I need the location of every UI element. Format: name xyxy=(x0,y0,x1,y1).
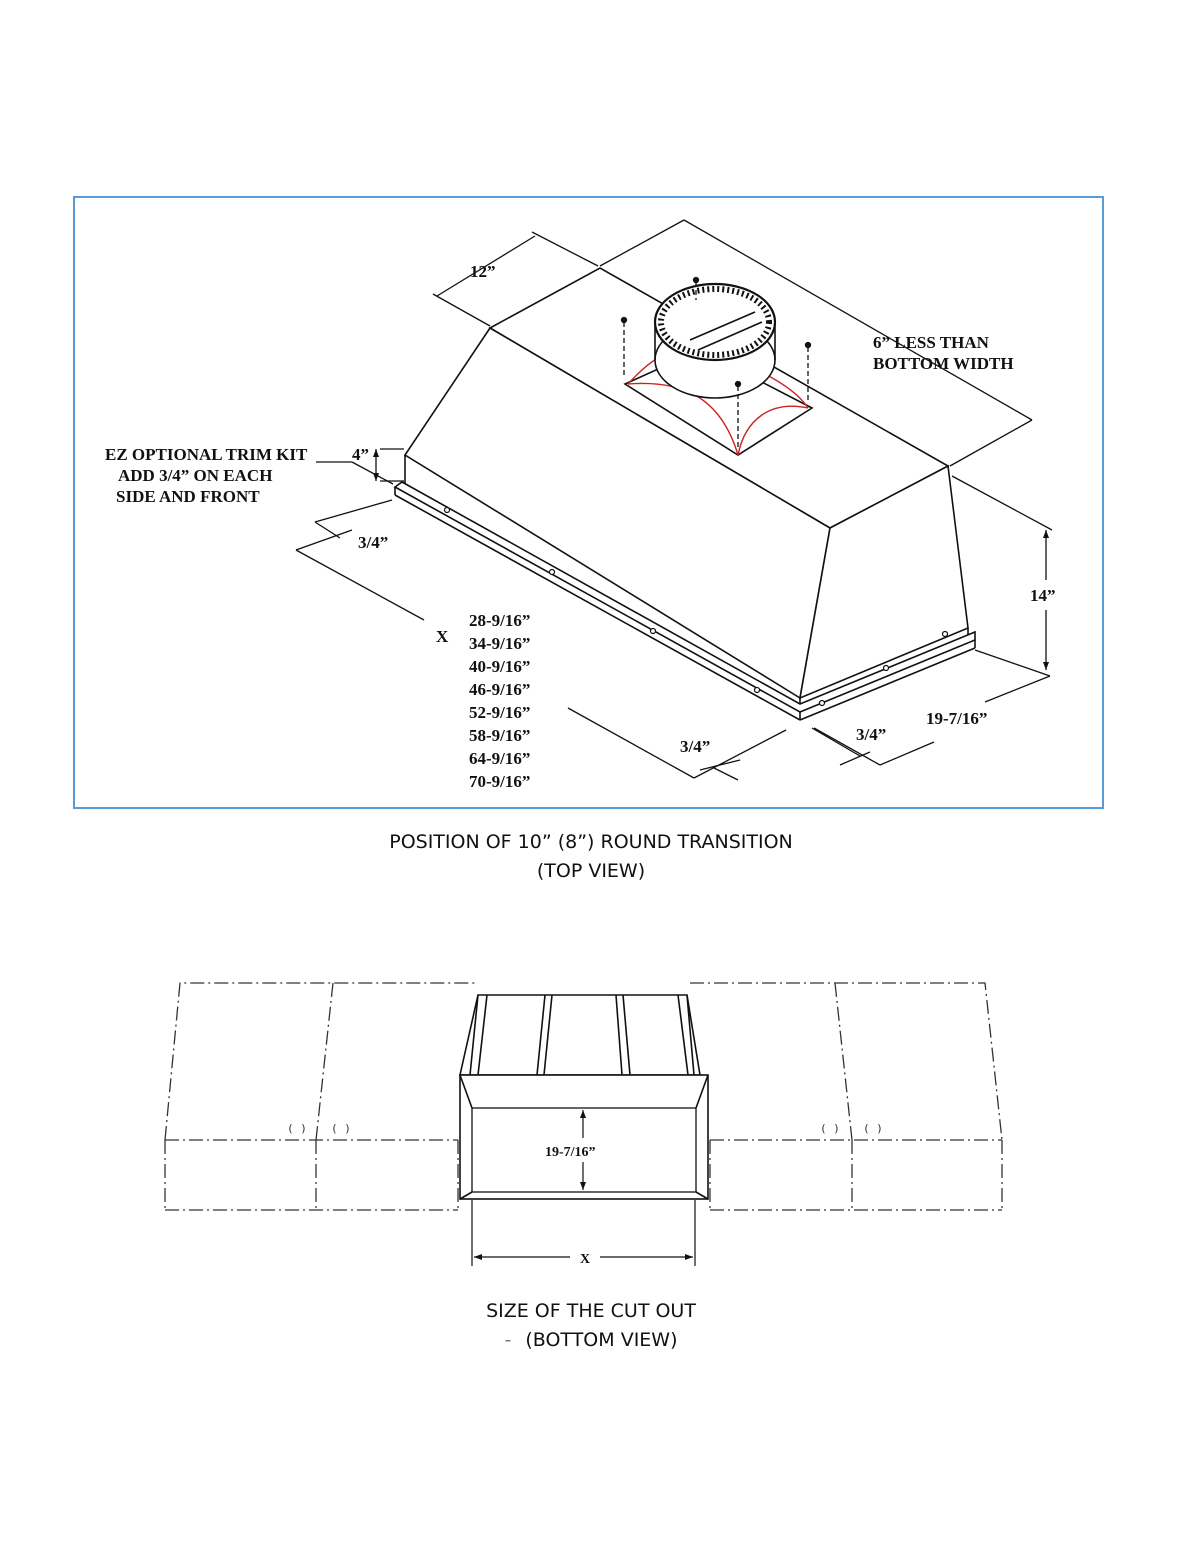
width-item: 28-9/16” xyxy=(469,611,531,630)
label-trim-3: SIDE AND FRONT xyxy=(116,487,260,506)
width-item: 64-9/16” xyxy=(469,749,531,768)
caption-bottom-view-text: (BOTTOM VIEW) xyxy=(525,1329,678,1351)
label-front-height: 4” xyxy=(352,445,369,464)
svg-text:( ): ( ) xyxy=(820,1122,840,1135)
width-item: 70-9/16” xyxy=(469,772,531,791)
label-depth-top: 12” xyxy=(470,262,496,281)
svg-text:( ): ( ) xyxy=(287,1122,307,1135)
label-cutout-depth: 19-7/16” xyxy=(545,1145,596,1160)
caption-bottom-view-prefix: - xyxy=(504,1329,512,1351)
width-item: 46-9/16” xyxy=(469,680,531,699)
width-list xyxy=(469,611,530,791)
label-trim-front: 3/4” xyxy=(680,737,711,756)
label-depth: 19-7/16” xyxy=(926,709,988,728)
caption-top-view-line2: (TOP VIEW) xyxy=(536,860,646,882)
width-item: 40-9/16” xyxy=(469,657,531,676)
caption-top-view-line1: POSITION OF 10” (8”) ROUND TRANSITION xyxy=(389,831,793,853)
caption-bottom-view xyxy=(0,1297,1182,1355)
label-trim-2: ADD 3/4” ON EACH xyxy=(118,466,273,485)
width-item: 52-9/16” xyxy=(469,703,531,722)
label-cutout-width: X xyxy=(580,1252,591,1267)
label-less-than-1: 6” LESS THAN xyxy=(873,333,989,352)
label-height: 14” xyxy=(1030,586,1056,605)
label-x: X xyxy=(436,627,449,646)
label-trim-right: 3/4” xyxy=(856,725,887,744)
caption-bottom-view-line2 xyxy=(0,1326,1182,1355)
caption-bottom-view-line1: SIZE OF THE CUT OUT xyxy=(486,1300,696,1322)
label-trim-1: EZ OPTIONAL TRIM KIT xyxy=(105,445,308,464)
bottom-view-diagram xyxy=(165,983,1002,1267)
label-less-than-2: BOTTOM WIDTH xyxy=(873,354,1014,373)
hood-insert xyxy=(460,995,708,1199)
caption-top-view xyxy=(0,828,1182,886)
width-item: 58-9/16” xyxy=(469,726,531,745)
width-item: 34-9/16” xyxy=(469,634,531,653)
label-trim-left: 3/4” xyxy=(358,533,389,552)
svg-text:( ): ( ) xyxy=(863,1122,883,1135)
svg-text:( ): ( ) xyxy=(331,1122,351,1135)
